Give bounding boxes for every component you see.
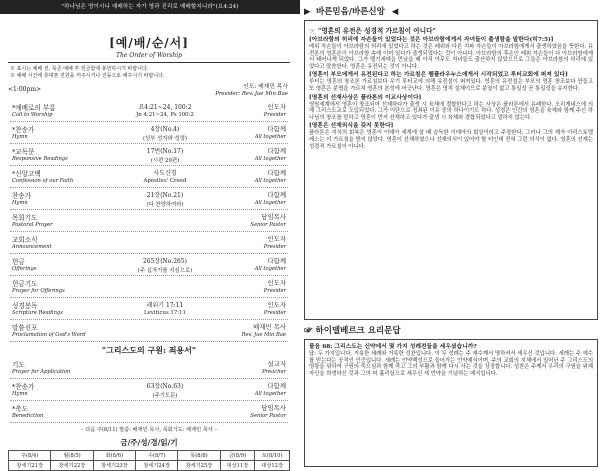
item-leader: 인도자 — [267, 279, 286, 287]
item-name: 헌금 — [12, 258, 25, 266]
order-item — [10, 166, 288, 188]
faith-paragraph: 루터는 영혼의 창조론 가르침보다 우기 루터교에 의해 유전설이 퍼져있다. 영혼의 유전설은 부모의 영혼 창조보다 만들고 또 영혼은 분명을 가르쳐 영혼의 본성에 어긋난다. 영혼은 영적 실체이므로 분열이 없고 통일성 곧 통일성을 유지한다. — [309, 79, 593, 92]
heidelberg-box — [304, 339, 598, 467]
order-item — [10, 232, 288, 254]
pointing-hand-icon: ☞ — [304, 326, 313, 336]
bible-day-cell: 토(8/10) — [255, 451, 290, 461]
item-leader: 담임목사 — [261, 213, 286, 221]
bible-reading-cell: 대상11장 — [220, 461, 255, 471]
item-name: 찬송가 — [12, 192, 32, 200]
sermon-title: "그리스도의 구원: 죄용서" — [101, 345, 197, 355]
item-name-en: Hymn — [12, 134, 28, 140]
item-leader: 다함께 — [267, 191, 286, 199]
item-leader: 설교자 — [267, 360, 286, 368]
item-detail: 레위기 17:11 — [146, 302, 184, 309]
item-detail: 21장(No.21) — [146, 192, 184, 199]
triangle-left-icon: ◀ — [391, 7, 399, 17]
item-leader: 다함께 — [267, 257, 286, 265]
item-leader-en: All together — [254, 391, 286, 397]
bible-reading-title: 금/주/성/경/읽/기 — [120, 438, 178, 447]
bible-day-cell: 목(8/8) — [178, 451, 220, 461]
faith-section-header — [304, 6, 598, 18]
item-name-en: Confession of our Faith — [12, 178, 74, 184]
time-row — [4, 84, 294, 100]
bible-day-cell: 금(8/9) — [220, 451, 255, 461]
item-name-en: Announcement — [12, 244, 52, 250]
order-item — [10, 122, 288, 144]
top-banner: "하나님은 영이시니 예배하는 자가 영과 진리로 예배할지니라"(요4:24) — [0, 0, 300, 14]
item-name-en: Responsive Readings — [12, 156, 68, 162]
order-items — [4, 100, 294, 342]
bible-reading-cell: 창세기22장 — [51, 461, 93, 471]
order-subtitle: The Order of Worship — [116, 52, 182, 59]
item-name-en: Scripture Readings — [12, 310, 63, 316]
order-item — [10, 210, 288, 232]
presider — [215, 84, 288, 97]
order-item — [10, 298, 288, 320]
heidelberg-header-label: 하이델베르크 요리문답 — [315, 326, 401, 336]
item-leader: 다함께 — [267, 147, 286, 155]
item-name-en: Call to Worship — [12, 112, 53, 118]
item-name: 기도 — [12, 361, 25, 369]
bible-day-cell: 화(8/6) — [93, 451, 135, 461]
item-leader-en: Presider — [263, 310, 286, 316]
item-name: *축도 — [12, 405, 29, 413]
item-leader: 담임목사 — [261, 404, 286, 412]
item-name-en: Proclamation of God's Word — [12, 332, 86, 338]
item-leader-en: All together — [254, 200, 286, 206]
bible-reading-cell: 창세기25장 — [178, 461, 220, 471]
bible-reading-cell: 대상12장 — [255, 461, 290, 471]
worship-order-column — [4, 16, 294, 469]
item-detail-sub: Apostles' Creed — [143, 178, 187, 184]
item-leader-en: All together — [254, 134, 286, 140]
note-line: ※ 예배 시간에 휴대폰 전원을 꺼주시거나 진동으로 해주시기 바랍니다. — [10, 73, 165, 79]
faith-subheading: [영혼은 선재의식을 갖지 못한다] — [309, 123, 394, 130]
item-detail-sub: (성부 성자와 성령) — [142, 136, 188, 142]
item-leader: 다함께 — [267, 382, 286, 390]
order-items-after — [4, 357, 294, 423]
faith-question: ☞ "영혼의 유전은 성경적 가르침이 아니다" — [309, 27, 436, 35]
next-week-notice: – 다음 주(8/11) 말씀: 배재민 목사, 목회기도: 배재민 목사 – — [80, 427, 218, 433]
item-name: *찬송가 — [12, 383, 35, 391]
item-name: *신앙고백 — [12, 170, 41, 178]
bible-reading-cell: 창세기21장 — [9, 461, 51, 471]
order-item — [10, 357, 288, 379]
item-leader-en: Senior Pastor — [250, 413, 286, 419]
service-time: <1:00pm> — [8, 86, 42, 93]
item-detail-sub: (주기도문) — [152, 393, 178, 399]
item-detail: 17번(No.17) — [146, 148, 184, 155]
bible-day-cell: 수(8/7) — [135, 451, 177, 461]
item-detail-sub: Jn 4:21~24, Ps 100:2 — [136, 112, 194, 118]
item-name: *찬송가 — [12, 126, 35, 134]
item-detail: 사도신경 — [153, 170, 177, 177]
articles-column — [304, 6, 598, 462]
item-name-en: Pastoral Prayer — [12, 222, 53, 228]
faith-subheading: [영혼이 부모에게서 유전된다고 하는 가르침은 펠플라우누스에게서 시작되었고 루터교회에 퍼져 있다] — [309, 72, 568, 79]
faith-header-label: 바른믿음/바른신앙 — [316, 7, 385, 17]
item-name: *교독문 — [12, 148, 35, 156]
item-name: 성경봉독 — [12, 302, 38, 310]
triangle-right-icon: ▶ — [304, 7, 311, 17]
item-detail-sub: (시편 29편) — [150, 158, 180, 164]
order-notes — [10, 66, 288, 80]
item-leader-en: All together — [254, 178, 286, 184]
item-name-en: Prayer for Application — [12, 369, 71, 375]
item-detail-sub: (다 찬양하여라) — [146, 202, 184, 208]
presider-ko: 인도: 배재민 목사 — [243, 84, 288, 90]
item-leader-en: All together — [254, 156, 286, 162]
item-name: *예배로의 부름 — [12, 104, 56, 112]
item-leader-en: Senior Pastor — [250, 222, 286, 228]
item-leader-en: Presider — [263, 112, 286, 118]
faith-subheading: [아브라함의 허리에 자손들이 있었다는 것은 아브라함에게서 자녀들이 출생함을 말한다(히7:5)] — [309, 37, 554, 43]
heidelberg-question: 물음 68: 그리스도는 신약에서 몇 가지 성례전들을 세우셨습니까? — [309, 344, 477, 350]
item-leader-en: All together — [254, 266, 286, 272]
bible-day-cell: 월(8/5) — [51, 451, 93, 461]
item-name: 말씀선포 — [12, 324, 38, 332]
item-leader: 배재민 목사 — [253, 323, 286, 331]
item-leader-en: Rev. Jae Min Bae — [241, 332, 286, 338]
bible-day-cell: 주(8/4) — [9, 451, 51, 461]
order-item — [10, 276, 288, 298]
item-detail: 4장(No.4) — [150, 126, 180, 133]
order-item — [10, 254, 288, 276]
order-item — [10, 401, 288, 423]
item-name-en: Prayer for Offerings — [12, 288, 65, 294]
bible-reading-table — [8, 450, 290, 471]
item-name-en: Hymn — [12, 200, 28, 206]
faith-paragraph: 레위 자손들이 아브라함의 허리에 있었다고 하는 것은 레위와 다른 지파 자손들이 아브라함에게서 출생하였음을 뜻한다. 유전론의 영혼론이 아브라함 속에 이미 있다가 출생되었다는 것이 아니다. 아브라함의 후손인 레위 자손들이 다 아브라함에게서 태어나게 되었다. 그가 멜기세덱을 만났을 때 아직 아무도 자녀들도 출산하지 않았으므로 그들은 아브라함의 허리에 있었다고 말씀한다. 영혼은 유전되는 것이 아니다. — [309, 44, 593, 70]
order-item — [10, 188, 288, 210]
faith-sections — [309, 37, 593, 150]
presider-en: Presider: Rev. Jae Min Bae — [215, 90, 288, 97]
faith-article-box — [304, 20, 598, 320]
order-item — [10, 379, 288, 401]
heidelberg-answer: 답: 두 가지입니다. 거룩한 세례와 거룩한 성찬입니다. 이 두 성례는 주 예수께서 명하셔서 세우신 것입니다. 세례는 주 예수를 믿는다는 공적인 인증입니다. 세례는 언약백성으로 들어가는 언약예식이며, 주의 교회의 지체에서 일어난 주 그리스도의 영광을 위하여 구원의 죽으심과 함께 죽고 그의 부활과 함께 다시 사는 것을 상징합니다. 성찬은 주께서 우리의 구원을 위해 자신을 희생하신 것과 그의 피 흘리심으로 세우신 새 언약을 기념하는 예식입니다. — [309, 351, 593, 377]
bible-reading-cell: 창세기23장 — [93, 461, 135, 471]
item-detail: 요4:21~24, 100:2 — [138, 104, 192, 111]
item-detail-sub: (주 십자가를 지심으로) — [137, 268, 193, 274]
item-leader: 인도자 — [267, 301, 286, 309]
pointing-hand-icon: ☞ — [309, 27, 315, 35]
item-leader-en: Preacher — [262, 369, 286, 375]
order-item — [10, 100, 288, 122]
order-title: [예/배/순/서] — [109, 36, 189, 50]
item-leader: 인도자 — [267, 103, 286, 111]
item-name-en: Benediction — [12, 413, 44, 419]
order-item — [10, 320, 288, 342]
order-item — [10, 144, 288, 166]
item-detail: 63장(No.63) — [146, 383, 184, 390]
item-name-en: Hymn — [12, 391, 28, 397]
item-name: 헌금기도 — [12, 280, 38, 288]
item-leader-en: Presider — [263, 288, 286, 294]
note-line: ※ 표시는 예배 전, 묵존 예배 후 헌금함에 봉헌하시기 바랍니다. — [10, 66, 149, 72]
faith-paragraph: 영원세계에서 영혼이 창조되어 선재하다가 출생 시 육체에 결합한다고 하는 사상은 플라톤에서 유래한다. 오리게네스에 의해 그리스도교로 도입되었다. 그가 이단으로 정죄된 이유 중의 하나이기도 하다. 성경은 인간의 영혼을 육체와 함께 주신 하나님의 창조를 말하고 영혼이 먼저 선재하고 있다가 출생 시 육체와 결합되었다고 말하지 않는다. — [309, 101, 593, 121]
item-leader: 인도자 — [267, 235, 286, 243]
faith-subheading: [영혼의 선재사상은 플라톤의 이교사상이다] — [309, 94, 422, 101]
item-detail-sub: Leviticus 17:11 — [144, 310, 186, 316]
item-leader: 다함께 — [267, 169, 286, 177]
bible-reading-cell: 창세기24장 — [135, 461, 177, 471]
faith-paragraph: 플라톤은 지식의 회복은 영혼이 이데아 세계에 살 때 습득한 이데아의 회상이라고 주장한다. 그러나 그의 제자 아리스토텔레스는 이 가르침을 받지 않았다. 영혼이 선재하였으나 선재의식이 있어야 할 터인데 전혀 그런 의식이 없다. 영혼의 선재는 성경적 가르침이 아니다. — [309, 130, 593, 150]
item-detail: 265장(No.265) — [142, 258, 188, 265]
item-name-en: Offerings — [12, 266, 37, 272]
item-leader-en: Presider — [263, 244, 286, 250]
item-leader: 다함께 — [267, 125, 286, 133]
divider — [8, 62, 290, 63]
item-name: 교회소식 — [12, 236, 38, 244]
item-name: 목회기도 — [12, 214, 38, 222]
heidelberg-section-header — [304, 325, 598, 337]
